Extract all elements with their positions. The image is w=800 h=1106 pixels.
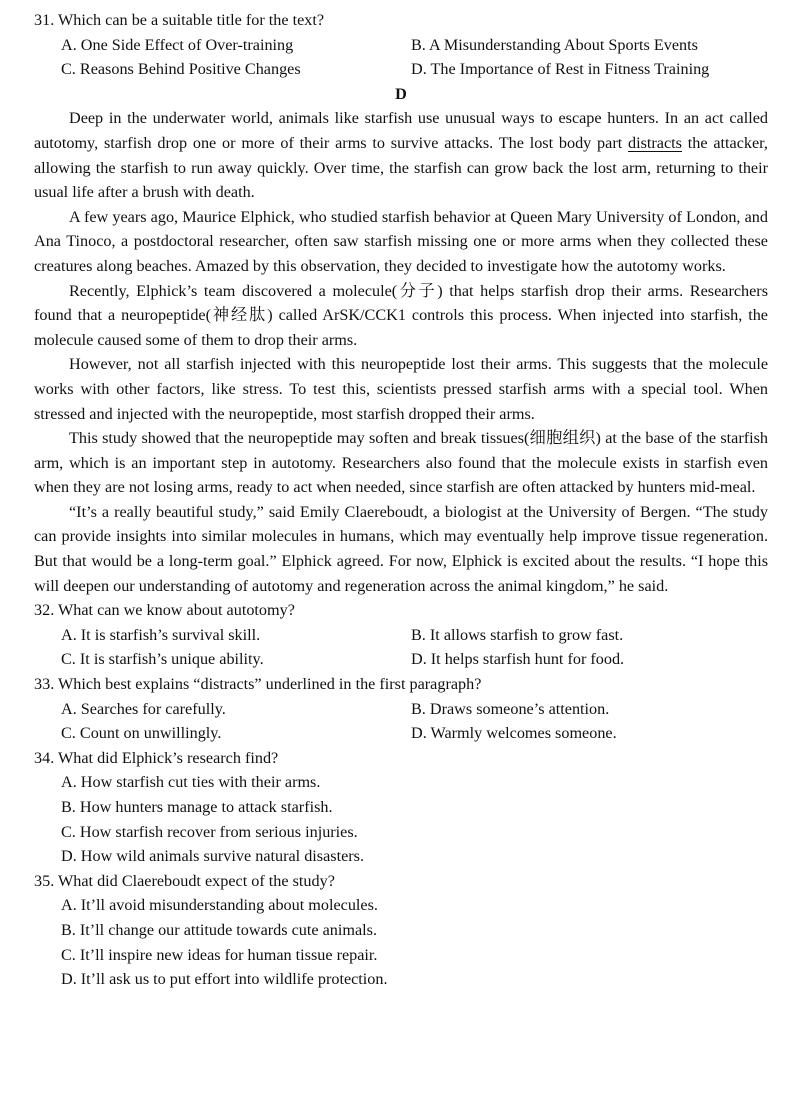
passage-paragraph-6: “It’s a really beautiful study,” said Emily Claereboudt, a biologist at the University of Bergen. “The study can provide insights into similar molecules in humans, which may eventually help improve tissue regeneration. But that would be a long-term goal.” Elphick agreed. For now, Elphick is excited about the results. “I hope this will deepen our understanding of autotomy and regeneration across the animal kingdom,” he said. (34, 502, 768, 595)
underlined-word-distracts: distracts (628, 133, 682, 152)
reading-passage (34, 106, 768, 598)
passage-paragraph-2: A few years ago, Maurice Elphick, who studied starfish behavior at Queen Mary University of London, and Ana Tinoco, a postdoctoral researcher, often saw starfish missing one or more arms when they collected these creatures along beaches. Amazed by this observation, they decided to investigate how the autotomy works. (34, 207, 768, 275)
question-32-option-d[interactable]: D. It helps starfish hunt for food. (411, 650, 625, 669)
question-35-option-b[interactable]: B. It’ll change our attitude towards cute animals. (61, 920, 378, 939)
question-34-option-b[interactable]: B. How hunters manage to attack starfish. (61, 798, 333, 816)
question-34 (34, 746, 768, 869)
question-32-option-a[interactable]: A. It is starfish’s survival skill. (61, 625, 261, 644)
question-32-stem: 32. What can we know about autotomy? (34, 601, 295, 620)
question-35 (34, 869, 768, 992)
question-31-option-d[interactable]: D. The Importance of Rest in Fitness Training (411, 60, 710, 79)
section-heading-d: D (395, 84, 407, 103)
question-32-option-b[interactable]: B. It allows starfish to grow fast. (411, 625, 624, 644)
question-31-option-b[interactable]: B. A Misunderstanding About Sports Events (411, 35, 698, 54)
question-34-option-d[interactable]: D. How wild animals survive natural disasters. (61, 847, 365, 866)
question-35-option-d[interactable]: D. It’ll ask us to put effort into wildlife protection. (61, 970, 388, 989)
question-32-option-c[interactable]: C. It is starfish’s unique ability. (61, 650, 264, 669)
passage-paragraph-5: This study showed that the neuropeptide may soften and break tissues(细胞组织) at the base of the starfish arm, which is an important step in autotomy. Researchers also found that the molecule exists in starfish even when they are not losing arms, ready to act when needed, since starfish are often attacked by hunters mid-meal. (34, 429, 768, 497)
question-35-stem: 35. What did Claereboudt expect of the study? (34, 871, 335, 890)
question-33-option-d[interactable]: D. Warmly welcomes someone. (411, 724, 617, 743)
question-31-option-a[interactable]: A. One Side Effect of Over-training (61, 35, 294, 54)
question-35-options (34, 893, 768, 991)
question-33-option-c[interactable]: C. Count on unwillingly. (61, 724, 222, 743)
passage-paragraph-1 (34, 106, 768, 204)
passage-p1-text-after: the attacker, allowing the starfish to run away quickly. Over time, the starfish can grow back the lost arm, returning to their usual life after a brush with death. (34, 133, 768, 202)
question-34-option-c[interactable]: C. How starfish recover from serious injuries. (61, 822, 358, 841)
question-32-options (34, 623, 768, 672)
question-33-option-a[interactable]: A. Searches for carefully. (61, 699, 226, 718)
passage-p1-text-before: Deep in the underwater world, animals like starfish use unusual ways to escape hunters. In an act called autotomy, starfish drop one or more of their arms to survive attacks. The lost body part (34, 109, 768, 152)
question-34-option-a[interactable]: A. How starfish cut ties with their arms. (61, 773, 321, 792)
passage-paragraph-4: However, not all starfish injected with this neuropeptide lost their arms. This suggests that the molecule works with other factors, like stress. To test this, scientists pressed starfish arms with a special tool. When stressed and injected with the neuropeptide, most starfish dropped their arms. (34, 355, 768, 423)
exam-page (34, 8, 768, 992)
question-32 (34, 598, 768, 672)
question-31-stem: 31. Which can be a suitable title for the text? (34, 11, 325, 29)
question-31-option-c[interactable]: C. Reasons Behind Positive Changes (61, 60, 301, 79)
question-33 (34, 672, 768, 746)
question-31-options (34, 33, 768, 82)
question-33-options (34, 697, 768, 746)
question-35-option-c[interactable]: C. It’ll inspire new ideas for human tissue repair. (61, 945, 378, 964)
question-35-option-a[interactable]: A. It’ll avoid misunderstanding about molecules. (61, 896, 378, 915)
question-34-options (34, 770, 768, 868)
question-33-option-b[interactable]: B. Draws someone’s attention. (411, 699, 610, 718)
question-31 (34, 8, 768, 82)
passage-paragraph-3: Recently, Elphick’s team discovered a molecule(分子) that helps starfish drop their arms. Researchers found that a neuropeptide(神经肽) called ArSK/CCK1 controls this process. When injected into starfish, the molecule caused some of them to drop their arms. (34, 281, 768, 349)
question-33-stem: 33. Which best explains “distracts” underlined in the first paragraph? (34, 675, 482, 694)
question-34-stem: 34. What did Elphick’s research find? (34, 748, 279, 767)
